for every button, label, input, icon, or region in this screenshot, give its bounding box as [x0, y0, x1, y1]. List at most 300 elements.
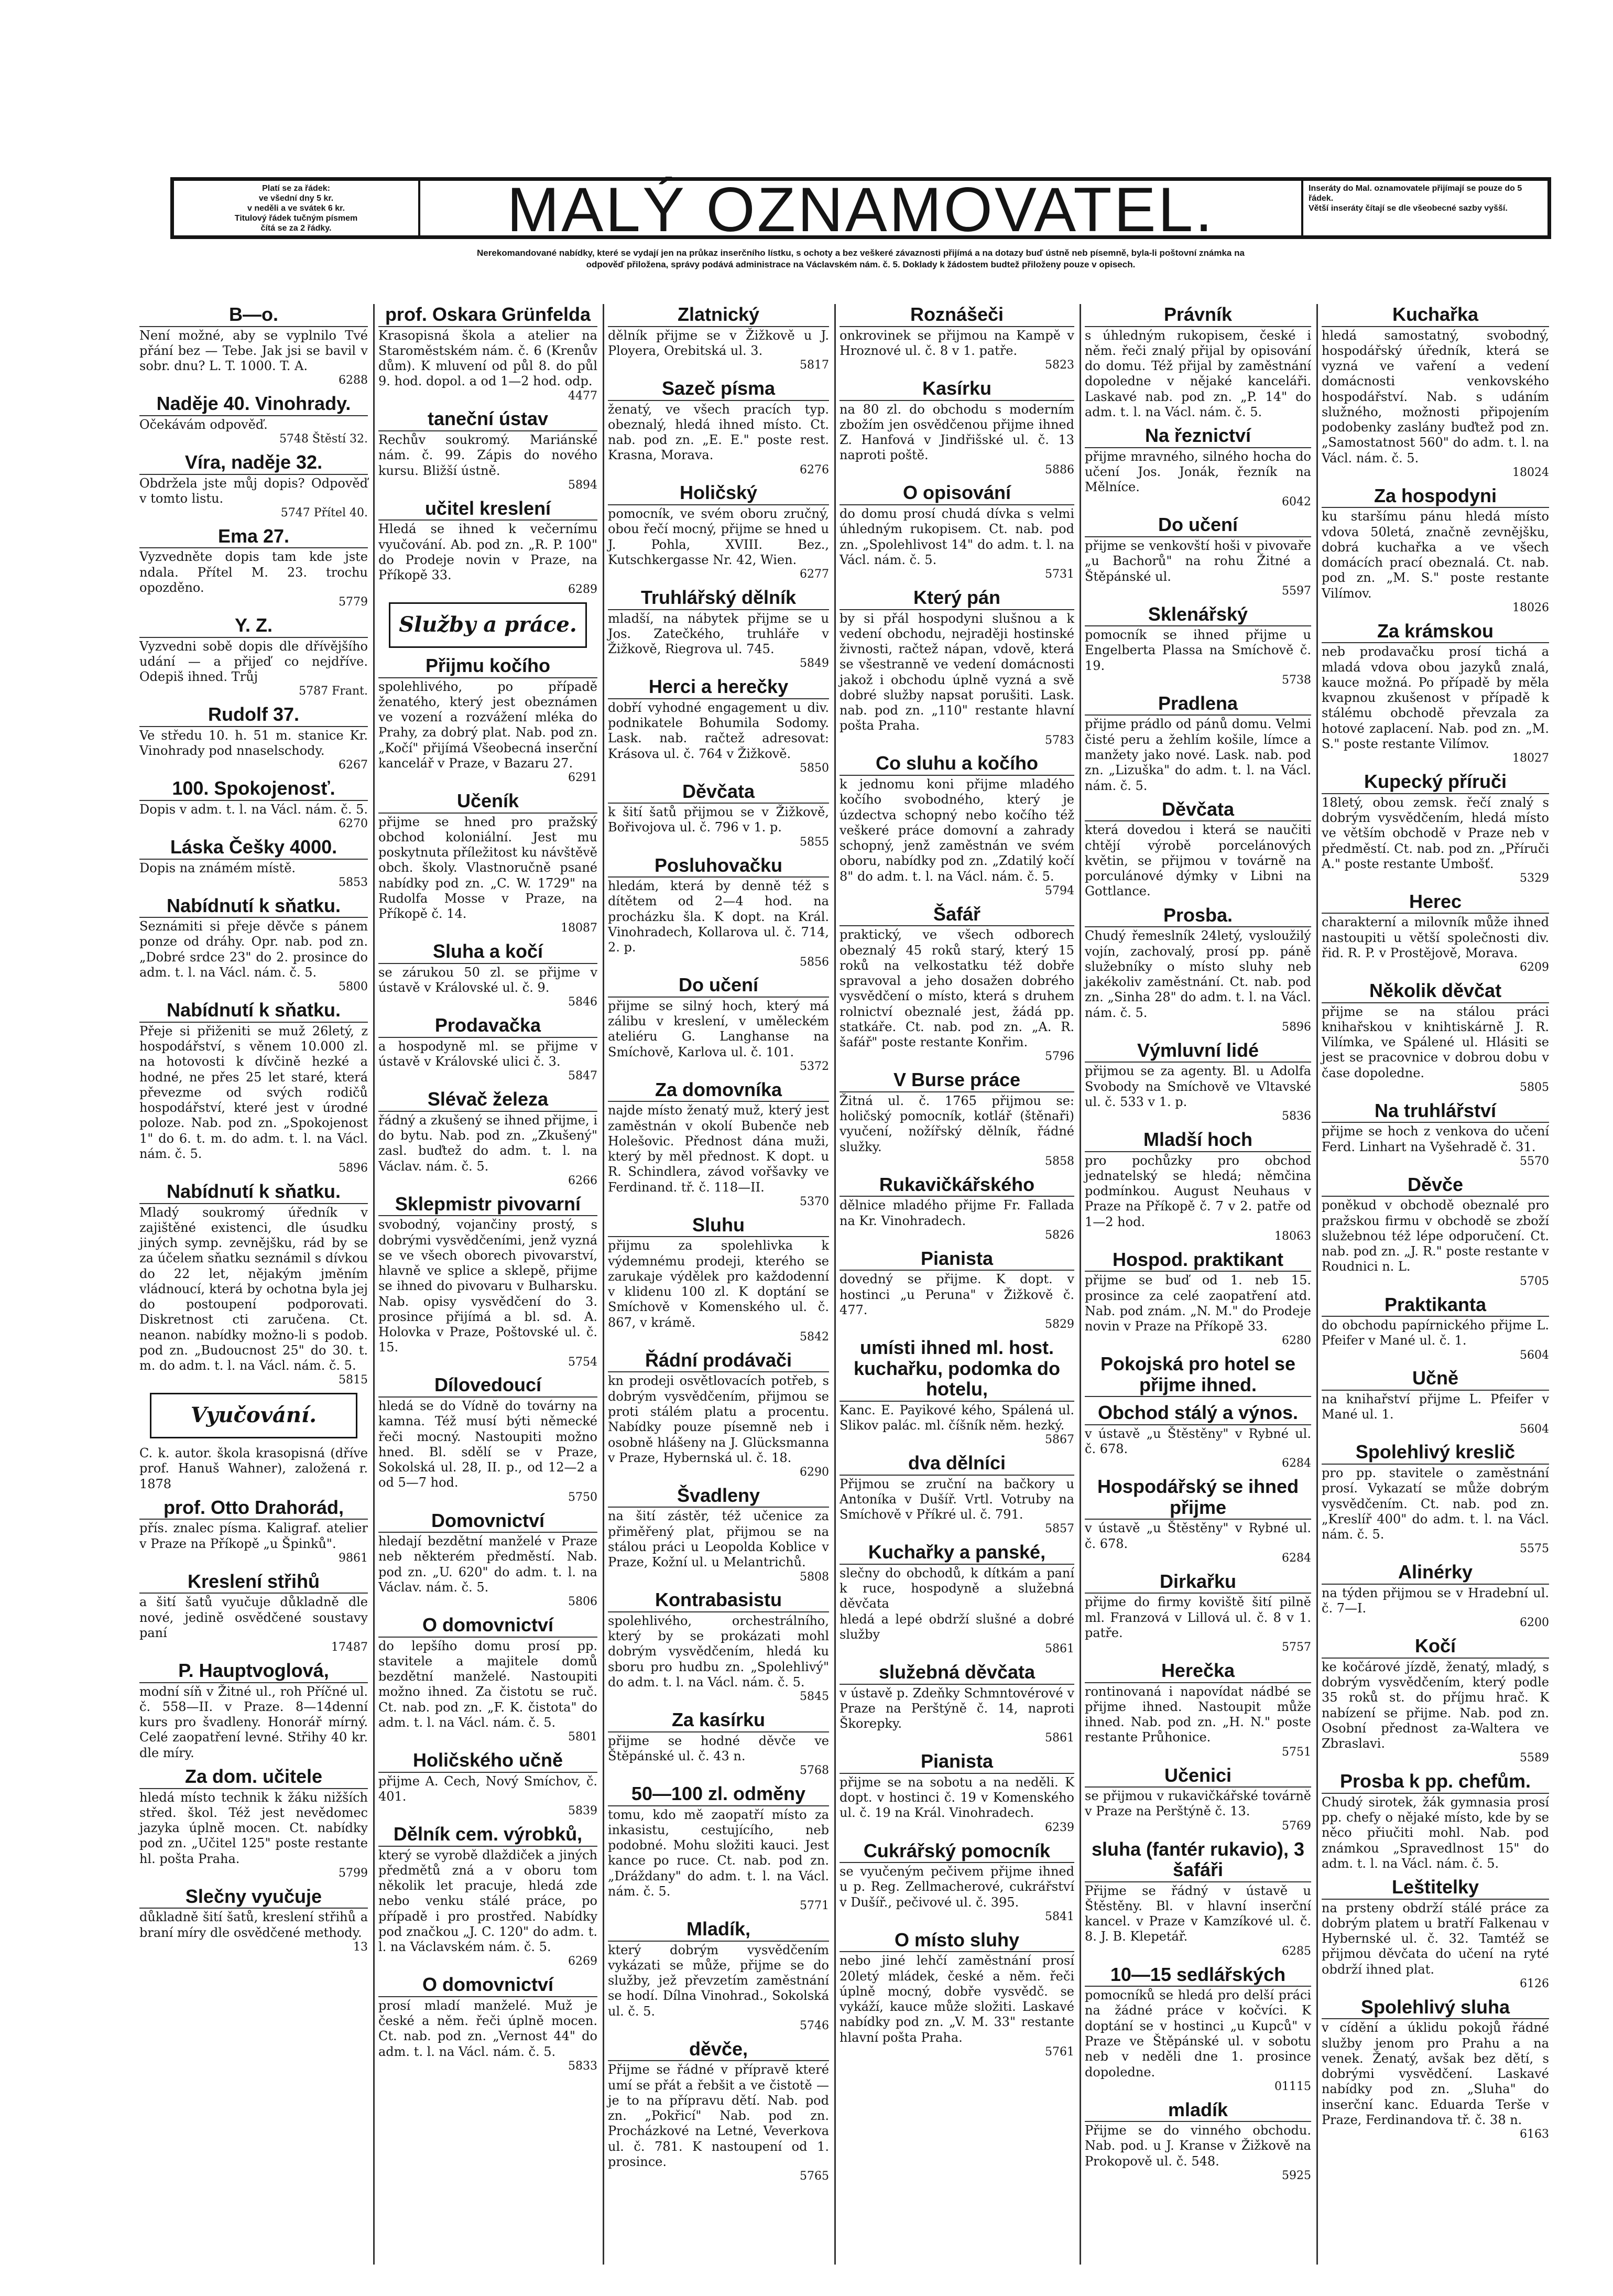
ad-heading: Přijmu kočího — [378, 655, 597, 678]
ad-number: 5751 — [1282, 1745, 1311, 1759]
ad-heading: Spolehlivý sluha — [1322, 1997, 1549, 2020]
classified-ad — [840, 904, 1074, 1065]
ad-number: 5823 — [1045, 359, 1074, 372]
classified-ad — [378, 1374, 597, 1504]
ad-number: 6126 — [1520, 1977, 1549, 1990]
ad-number: 5757 — [1282, 1641, 1311, 1654]
ad-body: se vyučeným pečivem přijme ihned u p. Reg. Zellmacherové, cukrářství v Dušíř., pečivové ul. č. 395. — [840, 1864, 1074, 1910]
ad-heading: Pradlena — [1085, 693, 1311, 716]
classified-ad — [840, 1174, 1074, 1243]
ad-body: s úhledným rukopisem, české i něm. řeči znalý přijal by opisování do domu. Též přijal by zaměstnání dopoledne v nějaké kanceláři. Laskavé nab. pod zn. „P. 14" do adm. t. l. na Václ. nám. č. 5. — [1085, 328, 1311, 419]
ad-heading: Kontrabasistu — [608, 1589, 829, 1612]
classified-ad — [378, 1824, 597, 1969]
classified-ad — [1085, 1660, 1311, 1759]
classified-ad — [1085, 1402, 1311, 1471]
ad-heading: Víra, naděje 32. — [139, 452, 368, 475]
ad-body: hledá samostatný, svobodný, hospodářský úředník, která se vyzná ve vaření a vedení domácnosti venkovského hospodářství. Nab. s udáním služného, možnosti připojením podobenky zaslány buďtež pod zn. „Samostatnost 560" do adm. t. l. na Václ. nám. č. 5. — [1322, 328, 1549, 465]
classified-ad — [840, 1069, 1074, 1168]
ad-number: 5604 — [1520, 1422, 1549, 1436]
insertion-rules-box: Inseráty do Mal. oznamovatele přijímají se pouze do 5 řádek. Větší inseráty čítají se dle všeobecné sazby vyšší. — [1301, 181, 1547, 235]
ad-number: 5768 — [800, 1764, 829, 1778]
ad-number: 5796 — [1045, 1050, 1074, 1064]
classified-ad — [378, 941, 597, 1010]
ad-body: charakterní a milovník může ihned nastoupiti u větší společnosti div. řid. R. P. v Prostějově, Morava. — [1322, 915, 1549, 960]
classified-ad — [1322, 1174, 1549, 1289]
ad-heading: Rukavičkářského — [840, 1174, 1074, 1197]
ad-number: 5896 — [339, 1162, 368, 1175]
classified-ad — [840, 753, 1074, 898]
ad-number: 6284 — [1282, 1457, 1311, 1470]
classified-ad — [840, 1840, 1074, 1924]
ad-body: poněkud v obchodě obeznalé pro pražskou firmu v obchodě se zboží služebnou též lépe odporučení. Ct. nab. pod zn. „J. R." poste restante v Roudnici n. L. — [1322, 1198, 1549, 1274]
ad-body: Hledá se ihned k večernímu vyučování. Ab. pod zn. „R. P. 100" do Prodeje novin v Praze, na Příkopě 33. — [378, 522, 597, 583]
ad-body: přijmu za spolehlivka k výdemnému prodeji, kterého se zarukaje výdělek pro každodenní v klidenu 100 zl. K doptání se Smíchově v Komenského ul. č. 867, v krámě. — [608, 1238, 829, 1330]
ad-body: přijme prádlo od pánů domu. Velmi čisté peru a žehlím košile, límce a manžety jako nové. Lask. nab. pod zn. „Lizuška" do adm. t. l. na Václ. nám. č. 5. — [1085, 717, 1311, 793]
ad-body: tomu, kdo mě zaopatří místo za inkasistu, cestujícího, neb podobné. Mohu složiti kauci. Jest kance po ruce. Ct. nab. pod zn. „Dráždany" do adm. t. l. na Václ. nám. č. 5. — [608, 1807, 829, 1899]
ad-body: přijme se na stálou práci knihařskou v knihtiskárně J. R. Vilímka, ve Spálené ul. Hlásiti se jest se pracovnice v dobrou dobu v čase dopoledne. — [1322, 1004, 1549, 1080]
classified-ad — [608, 2039, 829, 2184]
ad-heading: Zlatnický — [608, 304, 829, 327]
ad-heading: Leštitelky — [1322, 1877, 1549, 1900]
ad-heading: B—o. — [139, 304, 368, 327]
ad-heading: Sluhu — [608, 1215, 829, 1238]
ad-heading: Kočí — [1322, 1636, 1549, 1659]
classified-ad — [840, 1542, 1074, 1656]
classified-ad — [840, 1751, 1074, 1835]
ad-body: 18letý, obou zemsk. řečí znalý s dobrým vysvědčením, hledá místo ve větším obchodě v Praze neb v předměstí. Ct. nab. pod zn. „Příruči A." poste restante Umbošť. — [1322, 795, 1549, 871]
ad-body: dovedný se přijme. K dopt. v hostinci „u Peruna" v Žižkově č. 477. — [840, 1272, 1074, 1317]
ad-body: Krasopisná škola a atelier na Staroměstském nám. č. 6 (Krenův dům). K mluvení od půl 8. do půl 9. hod. dopol. a od 1—2 hod. odp. — [378, 328, 597, 389]
ad-body: by si přál hospodyni slušnou a k vedení obchodu, nejraději hostinské živnosti, račtež nápan, vdově, která se všestranně ve vedení domácnosti jakož i obchodu úplně vyzná a svě dobré služby napsat porušiti. Lask. nab. pod zn. „110" restante hlavní pošta Praha. — [840, 611, 1074, 733]
ad-heading: Láska Češky 4000. — [139, 837, 368, 860]
ad-body: přís. znalec písma. Kaligraf. atelier v Praze na Příkopě „u Špinků". — [139, 1521, 368, 1551]
ad-heading: Kuchařky a panské, — [840, 1542, 1074, 1565]
ad-heading: Dirkařku — [1085, 1571, 1311, 1594]
ad-number: 5761 — [1045, 2045, 1074, 2059]
classified-ad — [139, 452, 368, 521]
ad-number: 17487 — [331, 1641, 368, 1654]
classified-ad — [378, 498, 597, 597]
ad-heading: Nabídnutí k sňatku. — [139, 895, 368, 918]
classified-ad — [378, 1750, 597, 1818]
ad-body: ženatý, ve všech pracích typ. obeznalý, hledá ihned místo. Ct. nab. pod zn. „E. E." poste rest. Krasna, Morava. — [608, 402, 829, 463]
classified-ad — [1085, 1765, 1311, 1834]
classified-ad — [608, 1709, 829, 1778]
classified-ad — [1322, 1368, 1549, 1436]
classified-ad — [1085, 799, 1311, 900]
classified-ad — [139, 1766, 368, 1881]
ad-body: řádný a zkušený se ihned přijme, i do bytu. Nab. pod zn. „Zkušený" zasl. buďtež do adm. t. l. na Václav. nám. č. 5. — [378, 1112, 597, 1174]
classified-ad — [1322, 771, 1549, 886]
ad-number: 5839 — [568, 1804, 597, 1818]
ad-number: 5800 — [339, 980, 368, 994]
ad-heading: Naděje 40. Vinohrady. — [139, 393, 368, 416]
ad-body: na 80 zl. do obchodu s moderním zbožím jen osvědčenou přijme ihned Z. Hanfová v Jindřišské ul. č. 13 naproti poště. — [840, 402, 1074, 463]
classified-ad — [608, 974, 829, 1074]
ad-number: 5841 — [1045, 1910, 1074, 1923]
ad-number: 01115 — [1274, 2080, 1311, 2093]
ad-body: pro pochůzky pro obchod jednatelský se hledá; němčina podmínkou. August Neuhaus v Praze na Příkopě č. 7 v 2. patře od 1—2 hod. — [1085, 1153, 1311, 1229]
ad-heading: dva dělníci — [840, 1453, 1074, 1476]
ad-heading: prof. Otto Drahorád, — [139, 1497, 368, 1520]
ad-body: mladší, na nábytek přijme se u Jos. Zatečkého, truhláře v Žižkově, Riegrova ul. 745. — [608, 611, 829, 657]
ad-heading: sluha (fantér rukavio), 3 šafáři — [1085, 1839, 1311, 1882]
ad-heading: O domovnictví — [378, 1974, 597, 1997]
ad-heading: Herec — [1322, 891, 1549, 914]
ad-number: 18087 — [561, 922, 597, 935]
ad-heading: Ema 27. — [139, 526, 368, 549]
ad-number: 5856 — [800, 955, 829, 969]
ad-body: hledá se do Vídně do továrny na kamna. Též musí býti německé řeči mocný. Nastoupiti možno hned. Bl. sdělí se v Praze, Sokolská ul. 28, II. p., od 12—2 a od 5—7 hod. — [378, 1399, 597, 1490]
ad-heading: Kupecký příruči — [1322, 771, 1549, 794]
ad-body: přijme se venkovští hoši v pivovaře „u Bachorů" na rohu Žitné a Štěpánské ul. — [1085, 538, 1311, 584]
ad-number: 5779 — [339, 595, 368, 609]
ad-number: 5731 — [1045, 568, 1074, 581]
ad-heading: Posluhovačku — [608, 855, 829, 878]
ad-number: 5746 — [800, 2019, 829, 2032]
ad-number: 5806 — [568, 1595, 597, 1609]
classified-ad — [1085, 693, 1311, 794]
ad-heading: Holičský — [608, 482, 829, 505]
column-2 — [374, 304, 602, 2275]
classified-ad — [608, 1350, 829, 1480]
ad-number: 6267 — [339, 759, 368, 772]
ad-heading: Sluha a kočí — [378, 941, 597, 964]
classified-ad — [378, 1089, 597, 1188]
ad-heading: O domovnictví — [378, 1615, 597, 1638]
ad-heading: Prosba. — [1085, 905, 1311, 928]
classified-ad — [139, 1660, 368, 1761]
ad-heading: Šafář — [840, 904, 1074, 927]
classified-ad — [1085, 2099, 1311, 2183]
ad-body: Není možné, aby se vyplnilo Tvé přání bez — Tebe. Jak jsi se bavil v sobr. dnu? L. T. 1000. T. A. — [139, 328, 368, 374]
classified-ad — [378, 1615, 597, 1745]
ad-number: 5896 — [1282, 1020, 1311, 1034]
classified-ad — [1085, 514, 1311, 598]
classified-ad — [1322, 1100, 1549, 1169]
ad-number: 18063 — [1274, 1229, 1311, 1243]
classified-ad — [1322, 1997, 1549, 2142]
classified-ad — [608, 304, 829, 373]
ad-heading: Do učení — [608, 974, 829, 998]
section-heading: Vyučování. — [150, 1393, 357, 1438]
ad-number: 5846 — [568, 995, 597, 1009]
ad-number: 6269 — [568, 1955, 597, 1968]
ad-number: 6209 — [1520, 961, 1549, 974]
classified-ad — [378, 790, 597, 936]
classified-ad — [139, 1000, 368, 1176]
ad-body: pro pp. stavitele o zaměstnání prosí. Vykazatí se může dobrým vysvědčením. Ct. nab. pod zn. „Kreslíř 400" do adm. t. l. na Václ. nám. č. 5. — [1322, 1466, 1549, 1542]
ad-heading: Sklenářský — [1085, 604, 1311, 627]
ad-number: 5765 — [800, 2170, 829, 2183]
ad-number: 5815 — [339, 1373, 368, 1387]
ad-heading: Obchod stálý a výnos. — [1085, 1402, 1311, 1425]
classified-ad — [608, 1919, 829, 2033]
ad-heading: Dělník cem. výrobků, — [378, 1824, 597, 1847]
ad-body: slečny do obchodů, k dítkám a paní k ruce, hospodyně a služebná děvčata — [840, 1565, 1074, 1611]
classified-ad — [139, 704, 368, 773]
ad-heading: P. Hauptvoglová, — [139, 1660, 368, 1683]
classified-ad — [1322, 980, 1549, 1095]
ad-body: k jednomu koni přijme mladého kočího svobodného, který je úzdectva schopný nebo kočího též veškeré práce domovní a zahrady schopný, jenž zaměstnán ve svém oboru, nabídky pod zn. „Zdatilý kočí 8" do adm. t. l. na Václ. nám. č. 5. — [840, 777, 1074, 884]
ad-number: 5794 — [1045, 884, 1074, 897]
ad-body: dělnice mladého přijme Fr. Fallada na Kr. Vinohradech. — [840, 1198, 1074, 1228]
ad-number: 5826 — [1045, 1228, 1074, 1242]
classified-ad — [840, 378, 1074, 477]
ad-heading: Mladík, — [608, 1919, 829, 1942]
classified-ad — [1322, 621, 1549, 766]
ad-number: 5855 — [800, 835, 829, 849]
ad-number: 5847 — [568, 1069, 597, 1083]
ad-body: Přijmou se zruční na bačkory u Antoníka v Dušíř. Vrtl. Votruby na Smíchově v Příkré ul. č. 791. — [840, 1476, 1074, 1522]
ad-body: hledám, která by denně též s dítětem od 2—4 hod. na procházku šla. K dopt. na Král. Vinohradech, Kollarova ul. č. 714, 2. p. — [608, 879, 829, 955]
ad-body: přijme se silný hoch, který má zálibu v kreslení, v uměleckém ateliéru G. Langhanse na Smíchově, Karlova ul. č. 101. — [608, 998, 829, 1059]
ad-heading: Za kasírku — [608, 1709, 829, 1732]
ad-heading: Dílovedoucí — [378, 1374, 597, 1398]
ad-body: v ústavě „u Štěstěny" v Rybné ul. č. 678. — [1085, 1521, 1311, 1551]
classified-ad — [1085, 425, 1311, 509]
ad-number: 6163 — [1520, 2128, 1549, 2141]
ad-number: 5858 — [1045, 1154, 1074, 1168]
ad-body: ku staršímu pánu hledá místo vdova 50letá, značně zevnějšku, dobrá kuchařka a ve všech domácích prací obeznalá. Ct. nab. pod zn. „M. S." poste restante Vilímov. — [1322, 509, 1549, 601]
ad-body: přijme do firmy koviště šití pilně ml. Franzová v Lillová ul. č. 8 v 1. patře. — [1085, 1595, 1311, 1640]
ad-number: 9861 — [339, 1551, 368, 1565]
ad-body: k šití šatů přijmou se v Žižkově, Bořivojova ul. č. 796 v 1. p. — [608, 805, 829, 835]
ad-body: na šití zástěr, též učenice za přiměřený plat, přijmou se na stálou práci u Leopolda Koblice v Praze, Kožní ul. u Melantrichů. — [608, 1509, 829, 1570]
ad-body: Očekávám odpověď. — [139, 417, 268, 432]
ad-body: na týden přijmou se v Hradební ul. č. 7—I. — [1322, 1585, 1549, 1616]
ad-number: 6280 — [1282, 1334, 1311, 1348]
ad-number: 5750 — [568, 1490, 597, 1504]
classified-ad — [1085, 1571, 1311, 1655]
ad-body: Vyzvedněte dopis tam kde jste ndala. Přítel M. 23. trochu opozděno. — [139, 549, 368, 595]
ad-heading: Několik děvčat — [1322, 980, 1549, 1003]
ad-number: 5886 — [1045, 463, 1074, 476]
ad-number: 6266 — [568, 1174, 597, 1187]
ad-heading: Pianista — [840, 1248, 1074, 1271]
ad-body: hledají bezdětní manželé v Praze neb některém předměstí. Nab. pod zn. „U. 620" do adm. t. l. na Václav. nám. č. 5. — [378, 1534, 597, 1595]
ad-body: svobodný, vojančiny prostý, s dobrými vysvědčeními, jenž vyzná se ve všech oborech pivovarství, hlavně ve splice a sklepě, přijme se ihned do pivovaru v Bulharsku. Nab. opisy vysvědčení do 3. prosince přijímá a bl. sd. A. Holovka v Praze, Poštovské ul. č. 15. — [378, 1217, 597, 1355]
editorial-notice: Nerekomandované nabídky, které se vydají jen na průkaz inserčního lístku, s ochoty a bez veškeré závaznosti přijímá a na dotazy buď ústně neb písemně, byla-li poštovní známka na odpověď přiložena, správy podává administrace na Václavském nám. č. 5. Doklady k žádostem budtež přiloženy pouze v opisech. — [477, 248, 1245, 270]
ad-body: modní síň v Žitné ul., roh Příčné ul. č. 558—II. v Praze. 8—14denní kurs pro švadleny. Honorář mírný. Celé zaopatření levné. Střihy 40 kr. dle míry. — [139, 1684, 368, 1760]
classified-ad — [378, 655, 597, 785]
ad-number: 5604 — [1520, 1348, 1549, 1362]
classified-ad — [1322, 485, 1549, 615]
ad-body: v ústavě „u Štěstěny" v Rybné ul. č. 678. — [1085, 1426, 1311, 1457]
ad-number: 5861 — [1045, 1642, 1074, 1656]
ad-heading: Právník — [1085, 304, 1311, 327]
ad-heading: O místo sluhy — [840, 1930, 1074, 1953]
price-box: Platí se za řádek: ve všední dny 5 kr. v neděli a ve svátek 6 kr. Titulový řádek tučným písmem čítá se za 2 řádky. — [174, 181, 420, 235]
ad-number: 5329 — [1520, 872, 1549, 885]
classified-ad — [840, 587, 1074, 748]
ad-heading: Který pán — [840, 587, 1074, 610]
classified-ad — [840, 482, 1074, 581]
ad-body: pomocník, ve svém oboru zručný, obou řečí mocný, přijme se hned u J. Pohla, XVIII. Bez., Kutschkergasse Nr. 42, Wien. — [608, 506, 829, 567]
ad-body: Seznámiti si přeje děvče s pánem ponze od dráhy. Opr. nab. pod zn. „Dobré srdce 23" do 2. prosince do adm. t. l. na Václ. nám. č. 5. — [139, 919, 368, 980]
ad-number: 6239 — [1045, 1821, 1074, 1834]
ad-number: 5925 — [1282, 2169, 1311, 2182]
ad-heading: prof. Oskara Grünfelda — [378, 304, 597, 327]
ad-number: 18027 — [1512, 752, 1549, 765]
ad-number: 5575 — [1520, 1542, 1549, 1556]
classified-ad — [139, 526, 368, 610]
classified-ad — [139, 1497, 368, 1566]
ad-number: 13 — [353, 1940, 368, 1954]
classified-ad — [1322, 1562, 1549, 1630]
ad-heading: Učně — [1322, 1368, 1549, 1391]
ad-heading: Roznášeči — [840, 304, 1074, 327]
ad-heading: Učenici — [1085, 1765, 1311, 1788]
classified-ad — [840, 1453, 1074, 1536]
ad-body: který se vyrobě dlaždiček a jiných předmětů zná a v oboru tom několik let pracuje, hledá zde nebo venku stálé práce, po případě i pro prostřed. Nabídky pod značkou „J. C. 120" do adm. t. l. na Václavském nám. č. 5. — [378, 1847, 597, 1955]
classified-ad — [139, 895, 368, 994]
classified-ad — [1085, 304, 1311, 420]
ad-body: dělník přijme se v Žižkově u J. Ployera, Orebitská ul. 3. — [608, 328, 829, 358]
ad-heading: Kuchařka — [1322, 304, 1549, 327]
ad-number: 5787 Frant. — [299, 685, 368, 698]
classified-ad — [608, 781, 829, 850]
ad-body: do domu prosí chudá dívka s velmi úhledným rukopisem. Ct. nab. pod zn. „Spolehlivost 14" do adm. t. l. na Václ. nám. č. 5. — [840, 506, 1074, 567]
classified-ad — [1085, 1249, 1311, 1348]
classified-ad — [840, 1930, 1074, 2060]
ad-number: 5372 — [800, 1059, 829, 1073]
ad-number: 6276 — [800, 463, 829, 476]
ad-number: 5805 — [1520, 1081, 1549, 1094]
classified-ad — [608, 1783, 829, 1913]
classified-ad — [608, 855, 829, 970]
ad-heading: Co sluhu a kočího — [840, 753, 1074, 776]
ad-body: přijmou se za agenty. Bl. u Adolfa Svobody na Smíchově ve Vltavské ul. č. 533 v 1. p. — [1085, 1064, 1311, 1109]
ad-heading: Za dom. učitele — [139, 1766, 368, 1789]
ad-body: přijme se na sobotu a na neděli. K dopt. v hostinci č. 19 v Komenského ul. č. 19 na Král. Vinohradech. — [840, 1774, 1074, 1821]
ad-number: 5705 — [1520, 1274, 1549, 1288]
ad-number: 5783 — [1045, 733, 1074, 747]
classified-ad — [139, 1446, 368, 1492]
column-3 — [604, 304, 833, 2275]
ad-number: 5754 — [568, 1355, 597, 1369]
ad-heading: Kasírku — [840, 378, 1074, 401]
ad-number: 5799 — [339, 1866, 368, 1880]
ad-body: ke kočárové jízdě, ženatý, mladý, s dobrým vysvědčením, který podle 35 roků st. do příjmu hrač. K nabízení se přijme. Nab. pod zn. Osobní přednost za-Waltera ve Zbraslavi. — [1322, 1659, 1549, 1751]
classified-ad — [378, 1015, 597, 1084]
ad-heading: Prodavačka — [378, 1015, 597, 1038]
ad-heading: Praktikanta — [1322, 1294, 1549, 1317]
ad-body: přijme se hodné děvče ve Štěpánské ul. č. 43 n. — [608, 1733, 829, 1763]
ad-heading: Na řeznictví — [1085, 425, 1311, 448]
column-4 — [835, 304, 1078, 2275]
ad-heading: 10—15 sedlářských — [1085, 1964, 1311, 1987]
ad-heading: Herečka — [1085, 1660, 1311, 1683]
classified-ad — [139, 778, 368, 831]
ad-heading: Alinérky — [1322, 1562, 1549, 1585]
classified-ad — [608, 587, 829, 671]
ad-body: se zárukou 50 zl. se přijme v ústavě v Královské ul. č. 9. — [378, 965, 597, 995]
classified-ad — [608, 676, 829, 775]
ad-heading: Řádní prodávači — [608, 1350, 829, 1373]
ad-body: v ústavě p. Zdeňky Schmntovérové v Praze na Perštýně č. 14, naproti Škorepky. — [840, 1685, 1074, 1731]
ad-heading: Děvče — [1322, 1174, 1549, 1197]
ad-body: a šití šatů vyučuje důkladně dle nové, jedině osvědčené soustavy paní — [139, 1595, 368, 1640]
ad-heading: V Burse práce — [840, 1069, 1074, 1092]
classified-ad — [1085, 1040, 1311, 1124]
ad-number: 5857 — [1045, 1522, 1074, 1536]
masthead — [170, 175, 1551, 245]
ad-heading: Sklepmistr pivovarní — [378, 1194, 597, 1217]
ad-heading: Domovnictví — [378, 1510, 597, 1533]
ad-body: nebo jiné lehčí zaměstnání prosí 20letý mládek, české a něm. řeči úplně mocný, dobře vysvědč. se vykáží, kauce může složiti. Laskavé nabídky pod zn. „V. M. 33" restante hlavní pošta Praha. — [840, 1953, 1074, 2045]
classified-ad — [378, 408, 597, 492]
ad-heading: Kreslení střihů — [139, 1571, 368, 1594]
classified-ad — [840, 1337, 1074, 1447]
ad-heading: Nabídnutí k sňatku. — [139, 1000, 368, 1023]
ad-body: přijme mravného, silného hocha do učení Jos. Jonák, řezník na Mělníce. — [1085, 449, 1311, 495]
classified-ad — [1085, 1129, 1311, 1244]
ad-heading: Na truhlářství — [1322, 1100, 1549, 1123]
column-5 — [1081, 304, 1315, 2275]
ad-heading: O opisování — [840, 482, 1074, 505]
ad-body: na knihařství přijme L. Pfeifer v Mané ul. 1. — [1322, 1392, 1549, 1422]
ad-heading: Děvčata — [608, 781, 829, 804]
ad-body: na prsteny obdrží stálé práce za dobrým platem u bratří Falkenau v Hybernské ul. č. 32. Tamtéž se přijmou děvčata do učení na ryté obdrží ihned plat. — [1322, 1900, 1549, 1977]
ad-heading: taneční ústav — [378, 408, 597, 431]
classified-ad — [608, 1589, 829, 1704]
ad-heading: umísti ihned ml. host. kuchařku, podomka do hotelu, — [840, 1337, 1074, 1402]
ad-heading: Za hospodyni — [1322, 485, 1549, 508]
ad-number: 5747 Přítel 40. — [280, 506, 368, 520]
ad-body: hledá a lepé obdrží slušné a dobré služby — [840, 1611, 1074, 1642]
ad-body: do lepšího domu prosí pp. stavitele a majitele domů bezdětní manželé. Nastoupiti možno ihned. Za čistotu se ruč. Ct. nab. pod zn. „F. K. čistota" do adm. t. l. na Václ. nám. č. 5. — [378, 1638, 597, 1730]
ad-body: neb prodavačku prosí tichá a mladá vdova obou jazyků znalá, kauce možná. Po případě by měla kvapnou zkušenost v případě k stálému obchodě převzala za hotové zaplacení. Nab. pod zn. „M. S." poste restante Vilímov. — [1322, 644, 1549, 752]
ad-body: přijme se hned pro pražský obchod koloniální. Jest mu poskytnuta příležitost ku návštěvě obch. školy. Vlastnoručně psané nabídky pod zn. „C. W. 1729" na Rudolfa Mosse v Praze, na Příkopě č. 14. — [378, 814, 597, 922]
classified-ad — [1322, 1294, 1549, 1363]
ad-heading: Herci a herečky — [608, 676, 829, 699]
classified-ad — [1085, 1353, 1311, 1397]
ad-number: 5801 — [568, 1730, 597, 1744]
ad-body: přijme se buď od 1. neb 15. prosince za celé zaopatření atd. Nab. pod znám. „N. M." do Prodeje novin v Praze na Příkopě 33. — [1085, 1273, 1311, 1334]
ad-heading: Za domovníka — [608, 1079, 829, 1102]
classified-ad — [608, 482, 829, 581]
ad-number: 6290 — [800, 1466, 829, 1479]
ad-body: Kanc. E. Payikové kého, Spálená ul. Slikov palác. ml. číšník něm. hezký. — [840, 1402, 1074, 1433]
ad-heading: Prosba k pp. chefům. — [1322, 1771, 1549, 1794]
classified-ad — [608, 1079, 829, 1209]
classified-ad — [1322, 304, 1549, 480]
ad-body: prosí mladí manželé. Muž je české a něm. řeči úplně mocen. Ct. nab. pod zn. „Vernost 44" do adm. t. l. na Václ. nám. č. 5. — [378, 1998, 597, 2059]
ad-body: praktický, ve všech odborech obeznalý 45 roků starý, který 15 roků na velkostatku též dobře spravoval a jeho dosažen dobrého vysvědčení o místo, která s druhem rolnictví obeznalé jest, žádá pp. statkáře. Ct. nab. pod zn. „A. R. šafář" poste restante Konřim. — [840, 927, 1074, 1050]
classified-ad — [1322, 1636, 1549, 1766]
ad-body: Žitná ul. č. 1765 přijmou se: holičský pomocník, kotlář (štěnaři) vyučení, nožířský dělník, řádné služky. — [840, 1093, 1074, 1154]
classified-ad — [139, 1571, 368, 1655]
ad-number: 5597 — [1282, 584, 1311, 598]
ad-number: 5894 — [568, 478, 597, 492]
ad-number: 5738 — [1282, 674, 1311, 687]
ad-body: Obdržela jste můj dopis? Odpověď v tomto listu. — [139, 475, 368, 506]
ad-number: 6200 — [1520, 1616, 1549, 1630]
classified-ad — [1322, 1442, 1549, 1556]
ad-heading: Učeník — [378, 790, 597, 814]
ad-heading: Slečny vyučuje — [139, 1886, 368, 1909]
ad-number: 5829 — [1045, 1318, 1074, 1331]
ad-number: 5748 Štěstí 32. — [279, 432, 368, 446]
section-heading: Služby a práce. — [389, 602, 587, 648]
classified-ad — [608, 378, 829, 477]
ad-body: Mladý soukromý úředník v zajištěné existenci, dle úsudku jiných symp. zevnějšku, rád by se za účelem sňatku seznámil s dívkou do 22 let, nějakým jměním vládnoucí, která by ochotna byla jej do postoupení podporovati. Diskretnost cti zaručena. Ct. neanon. nabídky možno-li s podob. pod zn. „Budoucnost 25" do 30. t. m. do adm. t. l. na Václ. nám. č. 5. — [139, 1205, 368, 1373]
classified-ad — [1085, 905, 1311, 1035]
ad-number: 5769 — [1282, 1819, 1311, 1833]
classified-ad — [139, 615, 368, 699]
ad-number: 5850 — [800, 761, 829, 775]
